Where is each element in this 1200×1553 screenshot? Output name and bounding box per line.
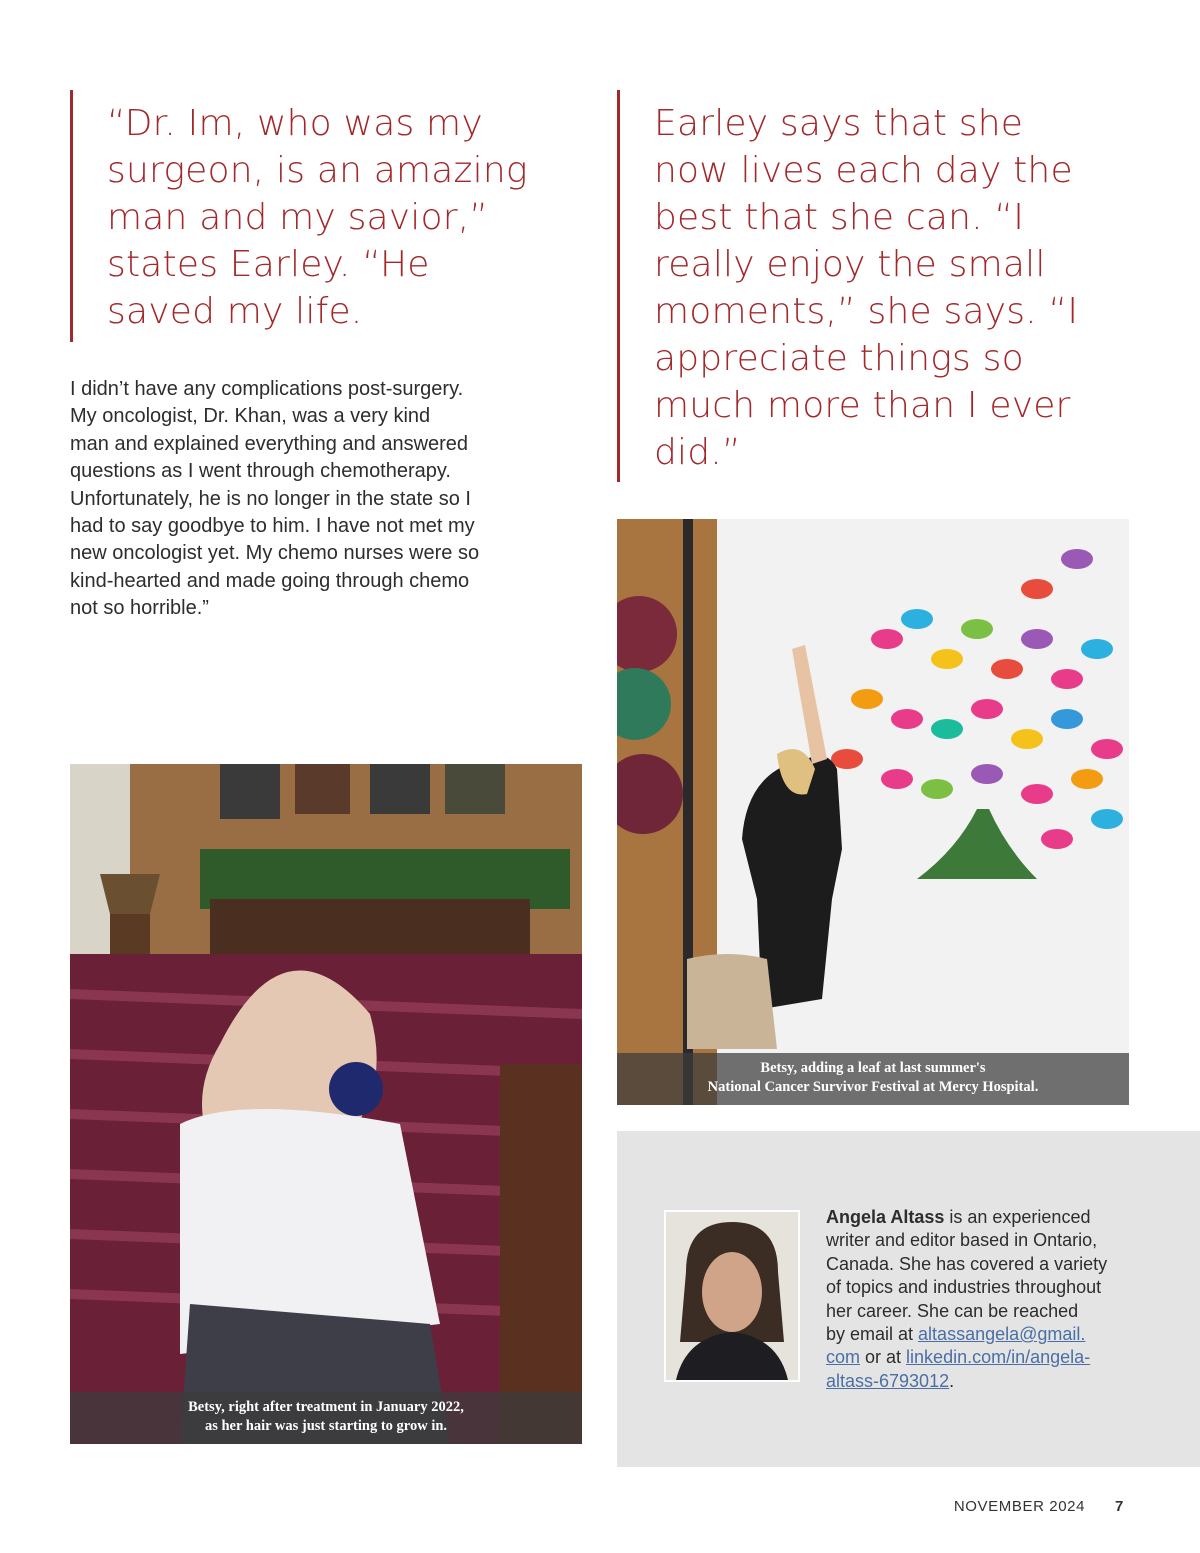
pull-quote-line: now lives each day the [654,150,1073,191]
pull-quote-line: really enjoy the small [654,244,1046,285]
festival-photo-illustration [617,519,1129,1105]
bio-line: Canada. She has covered a variety [826,1253,1108,1274]
pull-quote-line: much more than I ever [654,385,1071,426]
author-headshot [664,1210,800,1382]
pull-quote-line: man and my savior,” [107,197,489,238]
festival-photo [617,519,1129,1105]
page-number: 7 [1115,1498,1124,1515]
pull-quote-line: “Dr. Im, who was my [107,103,483,144]
body-line: not so horrible.” [70,597,209,620]
bedroom-photo-illustration [70,764,582,1444]
caption-line: Betsy, right after treatment in January 2022, [188,1399,464,1415]
pull-quote-line: saved my life. [107,291,363,332]
pull-quote-line: appreciate things so [654,338,1024,379]
pull-quote-right [617,90,1137,482]
bio-text-fragment: . [949,1370,955,1391]
linkedin-link-continued[interactable]: altass-6793012 [826,1370,950,1391]
caption-line: National Cancer Survivor Festival at Mercy Hospital. [707,1079,1039,1095]
author-headshot-illustration [666,1212,798,1380]
body-paragraph [70,376,580,623]
body-line: new oncologist yet. My chemo nurses were so [70,542,480,565]
email-link[interactable]: altassangela@gmail. [918,1324,1086,1345]
festival-photo-caption [617,1053,1129,1105]
pull-quote-line: moments,” she says. “I [654,291,1079,332]
bio-line: writer and editor based in Ontario, [826,1230,1098,1251]
body-line: had to say goodbye to him. I have not met my [70,515,475,538]
body-line: I didn’t have any complications post-surgery. [70,378,464,400]
bio-line: of topics and industries throughout [826,1277,1102,1298]
body-line: man and explained everything and answered [70,432,469,455]
linkedin-link[interactable]: linkedin.com/in/angela- [906,1347,1091,1368]
caption-line: Betsy, adding a leaf at last summer's [760,1060,986,1076]
email-link-continued[interactable]: com [826,1347,861,1368]
body-line: kind-hearted and made going through chemo [70,569,470,592]
pull-quote-line: best that she can. “I [654,197,1025,238]
issue-date: NOVEMBER 2024 [953,1498,1086,1515]
bedroom-photo [70,764,582,1444]
bedroom-photo-caption [70,1392,582,1444]
page-footer [954,1498,1124,1515]
author-name: Angela Altass [826,1207,945,1227]
bio-text-fragment: by email at [826,1324,919,1345]
body-line: My oncologist, Dr. Khan, was a very kind [70,405,431,428]
pull-quote-line: Earley says that she [654,103,1024,144]
body-line: Unfortunately, he is no longer in the state so I [70,487,471,510]
bio-text-fragment: or at [860,1347,907,1368]
author-bio-text [826,1206,1156,1393]
pull-quote-line: did.” [654,432,741,473]
pull-quote-line: surgeon, is an amazing [107,150,528,191]
pull-quote-left [70,90,570,342]
body-line: questions as I went through chemotherapy. [70,460,451,483]
pull-quote-line: states Earley. “He [107,244,430,285]
caption-line: as her hair was just starting to grow in. [204,1418,448,1434]
bio-text-fragment: is an experienced [944,1207,1091,1227]
bio-line: her career. She can be reached [826,1300,1079,1321]
